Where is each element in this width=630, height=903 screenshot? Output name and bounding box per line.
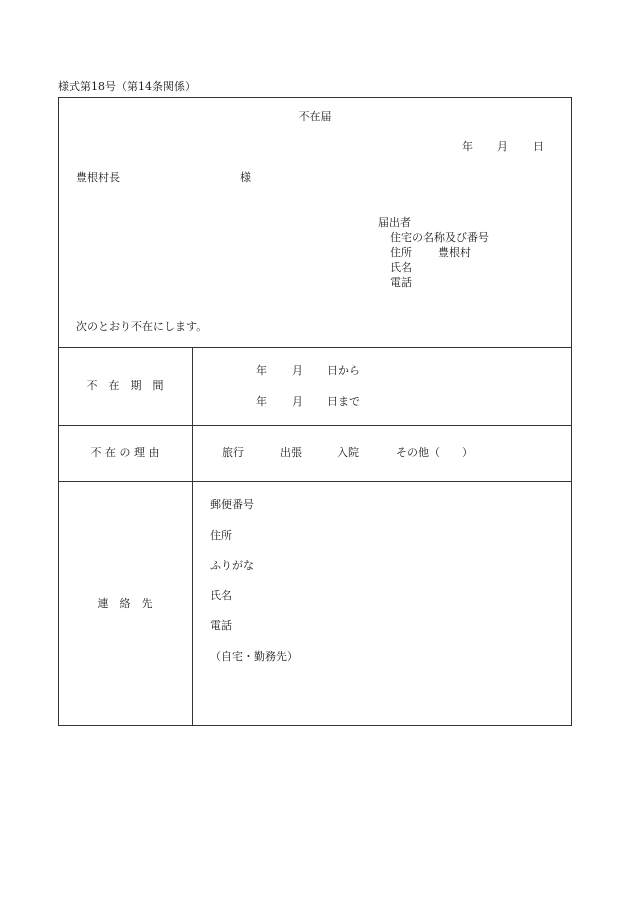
form-number: 様式第18号（第14条関係） bbox=[58, 80, 196, 93]
phone-label: 電話 bbox=[390, 276, 412, 289]
address-label: 住所 bbox=[390, 246, 412, 259]
reason-option-other: その他（ ） bbox=[396, 446, 473, 459]
name-label: 氏名 bbox=[390, 261, 412, 274]
form-frame bbox=[58, 97, 572, 726]
applicant-heading: 届出者 bbox=[378, 216, 411, 229]
residence-name-label: 住宅の名称及び番号 bbox=[390, 231, 489, 244]
reason-option-business-trip: 出張 bbox=[280, 446, 302, 459]
honorific: 様 bbox=[240, 171, 251, 184]
addressee: 豊根村長 bbox=[76, 171, 120, 184]
statement: 次のとおり不在にします。 bbox=[76, 320, 208, 333]
contact-label: 連 絡 先 bbox=[97, 597, 153, 610]
period-to-suffix: 日まで bbox=[327, 395, 360, 408]
reason-label: 不 在 の 理 由 bbox=[90, 446, 160, 459]
reason-option-hospital: 入院 bbox=[337, 446, 359, 459]
divider-reason bbox=[58, 481, 572, 482]
divider-header bbox=[58, 347, 572, 348]
period-from-suffix: 日から bbox=[327, 364, 360, 377]
date-day-label: 日 bbox=[533, 140, 544, 153]
contact-name-label: 氏名 bbox=[210, 589, 232, 602]
period-from-year: 年 bbox=[256, 364, 267, 377]
contact-phone-label: 電話 bbox=[210, 619, 232, 632]
period-from-month: 月 bbox=[292, 364, 303, 377]
contact-phone-type-note: （自宅・勤務先） bbox=[210, 650, 298, 663]
period-to-year: 年 bbox=[256, 395, 267, 408]
contact-furigana-label: ふりがな bbox=[210, 559, 254, 572]
date-month-label: 月 bbox=[497, 140, 508, 153]
contact-postal-code-label: 郵便番号 bbox=[210, 498, 254, 511]
period-to-month: 月 bbox=[292, 395, 303, 408]
date-year-label: 年 bbox=[462, 140, 473, 153]
period-label: 不 在 期 間 bbox=[86, 379, 164, 392]
divider-label-column bbox=[192, 347, 193, 726]
reason-option-travel: 旅行 bbox=[222, 446, 244, 459]
form-title: 不在届 bbox=[298, 110, 332, 123]
divider-period bbox=[58, 425, 572, 426]
address-value: 豊根村 bbox=[438, 246, 471, 259]
contact-address-label: 住所 bbox=[210, 529, 232, 542]
